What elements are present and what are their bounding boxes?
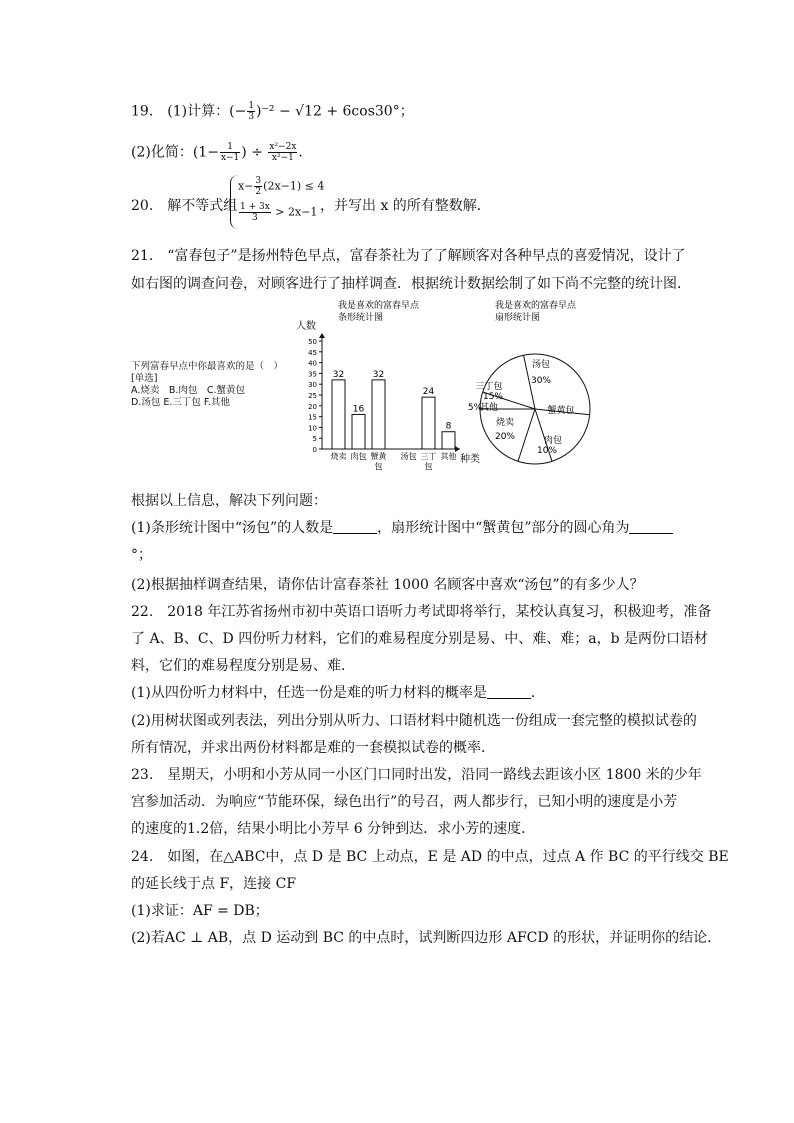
bar-chart-title-1: 我是喜欢的富春早点 [338, 301, 420, 311]
q21-sub1-a: (1)条形统计图中“汤包”的人数是 [131, 520, 334, 536]
y-tick-label: 15 [308, 413, 317, 422]
y-tick-label: 40 [308, 359, 317, 368]
pie-slice-label: 蟹黄包 [547, 406, 575, 416]
ineq2-b: > 2x−1 [275, 205, 318, 219]
q23-line-2: 宫参加活动．为响应“节能环保，绿色出行”的号召，两人都步行，已知小明的速度是小芳 [131, 794, 678, 810]
frac-num: 1 + 3x [240, 202, 270, 212]
q19-part1-prefix: 19. (1)计算： [131, 103, 230, 120]
q21-sub2: (2)根据抽样调查结果，请你估计富春茶社 1000 名顾客中喜欢“汤包”的有多少人？ [131, 577, 644, 593]
x-tick-label: 其他 [440, 452, 457, 461]
q21-sub1-b: ，扇形统计图中“蟹黄包”部分的圆心角为 [377, 520, 630, 536]
bar-chart-xlabel: 种类 [460, 454, 480, 465]
ineq2-frac [239, 202, 271, 223]
survey-options-1: A.烧卖 B.肉包 C.蟹黄包 [131, 385, 246, 396]
ineq1-frac [254, 176, 262, 197]
y-tick-label: 20 [308, 402, 317, 411]
frac-num: 1 [248, 101, 255, 111]
bar [442, 432, 455, 449]
q20-inequality-1 [238, 176, 324, 197]
frac-den: 3 [252, 213, 258, 223]
q19-part1 [131, 101, 414, 122]
q19-part2-prefix: (2)化简：(1− [131, 144, 219, 161]
pie-slice-percent: 30% [530, 376, 552, 386]
q24-line-3: (1)求证：AF = DB； [131, 903, 269, 919]
q22-sub1: (1)从四份听力材料中，任选一份是难的听力材料的概率是 [131, 685, 487, 701]
x-tick-label: 肉包 [350, 452, 367, 461]
q23-line-3: 的速度的1.2倍，结果小明比小芳早 6 分钟到达．求小芳的速度． [131, 821, 536, 837]
y-tick-label: 50 [308, 338, 317, 346]
q22-line-6: 所有情况，并求出两份材料都是难的一套模拟试卷的概率． [131, 740, 495, 756]
frac-den: x−1 [220, 153, 240, 163]
y-tick-label: 25 [308, 392, 317, 400]
answer-blank[interactable] [629, 519, 673, 534]
pie-slice-percent: 15% [482, 392, 504, 402]
q24-line-1: 24. 如图，在△ABC中，点 D 是 BC 上动点，E 是 AD 的中点，过点 A 作 BC 的平行线交 BE [131, 849, 729, 865]
bar-value-label: 16 [352, 404, 365, 415]
x-tick-label-2: 包 [424, 462, 433, 471]
x-tick-label: 三丁 [420, 452, 437, 461]
q19-part2 [131, 142, 303, 163]
bar-chart-title-2: 条形统计图 [338, 313, 384, 323]
y-tick-label: 45 [308, 348, 317, 357]
q24-line-4: (2)若AC ⊥ AB，点 D 运动到 BC 的中点时，试判断四边形 AFCD 的形状，并证明你的结论． [131, 930, 722, 946]
survey-type: [单选] [131, 373, 158, 384]
y-tick-label: 5 [312, 435, 317, 444]
q21-line-2: 如右图的调查问卷，对顾客进行了抽样调查．根据统计数据绘制了如下尚不完整的统计图． [131, 276, 691, 292]
pie-slice-label: 烧卖 [495, 418, 515, 428]
bar [422, 397, 435, 449]
bar-value-label: 8 [445, 421, 452, 432]
q20-prefix: 20. 解不等式组 [131, 198, 238, 214]
q19-exponent: )⁻² [256, 103, 275, 120]
answer-blank[interactable] [487, 684, 531, 699]
bar [352, 414, 365, 449]
q22-line-1: 22. 2018 年江苏省扬州市初中英语口语听力考试即将举行，某校认真复习，积极迎考，准备 [131, 604, 712, 620]
q24-line-2: 的延长线于点 F，连接 CF [131, 876, 297, 892]
q22-line-2: 了 A、B、C、D 四份听力材料，它们的难易程度分别是易、中、难、难；a，b 是两份口语材 [131, 631, 708, 647]
q21-sub1-end: °； [131, 547, 152, 563]
pie-chart-title-2: 扇形统计图 [495, 313, 541, 323]
y-tick-label: 10 [308, 424, 317, 433]
bar-chart-ylabel: 人数 [296, 321, 316, 332]
ineq1-a: x− [238, 179, 254, 193]
q20-suffix: ，并写出 x 的所有整数解． [320, 198, 491, 214]
q21-sub1 [131, 518, 673, 538]
q19-fraction-2 [220, 142, 240, 163]
q23-line-1: 23. 星期天，小明和小芳从同一小区门口同时出发，沿同一路线去距该小区 1800 米的少年 [131, 767, 702, 783]
bar-chart [290, 297, 480, 477]
x-tick-label: 汤包 [400, 452, 417, 461]
q22-sub1-end: ． [530, 685, 545, 701]
frac-num: 1 [220, 142, 240, 153]
q19-fraction-1 [247, 101, 255, 122]
bar-value-label: 24 [422, 387, 435, 398]
y-axis-arrow [319, 333, 325, 338]
y-tick-label: 30 [308, 381, 317, 390]
bar [372, 380, 385, 449]
x-tick-label: 蟹黄 [370, 452, 387, 461]
answer-blank[interactable] [333, 519, 377, 534]
frac-num: 3 [255, 176, 262, 186]
bar-value-label: 32 [332, 369, 345, 380]
survey-questionnaire [131, 361, 283, 409]
q19-paren: (− [229, 103, 247, 120]
frac-den: 3 [248, 112, 255, 122]
q22-line-3: 料，它们的难易程度分别是易、难． [131, 658, 355, 674]
pie-chart-title-1: 我是喜欢的富春早点 [495, 301, 577, 311]
q21-instructions: 根据以上信息，解决下列问题： [131, 493, 327, 509]
ineq1-b: (2x−1) ≤ 4 [263, 179, 325, 193]
pie-slice-percent: 10% [536, 446, 558, 456]
pie-slice-percent: 20% [494, 432, 516, 442]
pie-slice-percent: 5% [467, 403, 483, 413]
q19-end: . [298, 144, 303, 161]
q22-line-4 [131, 683, 545, 703]
q19-part1-rest: − √12 + 6cos30°； [278, 103, 414, 120]
frac-num: x²−2x [269, 142, 297, 152]
q19-divide: ) ÷ [241, 144, 263, 161]
frac-den: x²−1 [271, 153, 294, 163]
bar-value-label: 32 [372, 369, 385, 380]
y-tick-label: 0 [312, 446, 317, 454]
q22-line-5: (2)用树状图或列表法，列出分别从听力、口语材料中随机选一份组成一套完整的模拟试卷的 [131, 713, 697, 729]
pie-slice-label: 三丁包 [475, 382, 503, 392]
y-tick-label: 35 [308, 370, 317, 379]
q19-fraction-3 [268, 142, 297, 163]
pie-slice-label: 肉包 [543, 436, 563, 446]
x-tick-label-2: 包 [374, 462, 383, 471]
survey-question: 下列富春早点中你最喜欢的是（ ） [131, 361, 284, 372]
q21-line-1: 21. “富春包子”是扬州特色早点，富春茶社为了了解顾客对各种早点的喜爱情况，设计了 [131, 248, 686, 264]
bar [332, 380, 345, 449]
brace-symbol [230, 175, 238, 229]
pie-slice-label: 汤包 [531, 360, 551, 370]
survey-options-2: D.汤包 E.三丁包 F.其他 [131, 397, 230, 408]
q20-inequality-2 [238, 202, 317, 223]
pie-slice-label: 其他 [479, 403, 499, 413]
x-tick-label: 烧卖 [330, 452, 347, 461]
frac-den: 2 [255, 187, 262, 197]
